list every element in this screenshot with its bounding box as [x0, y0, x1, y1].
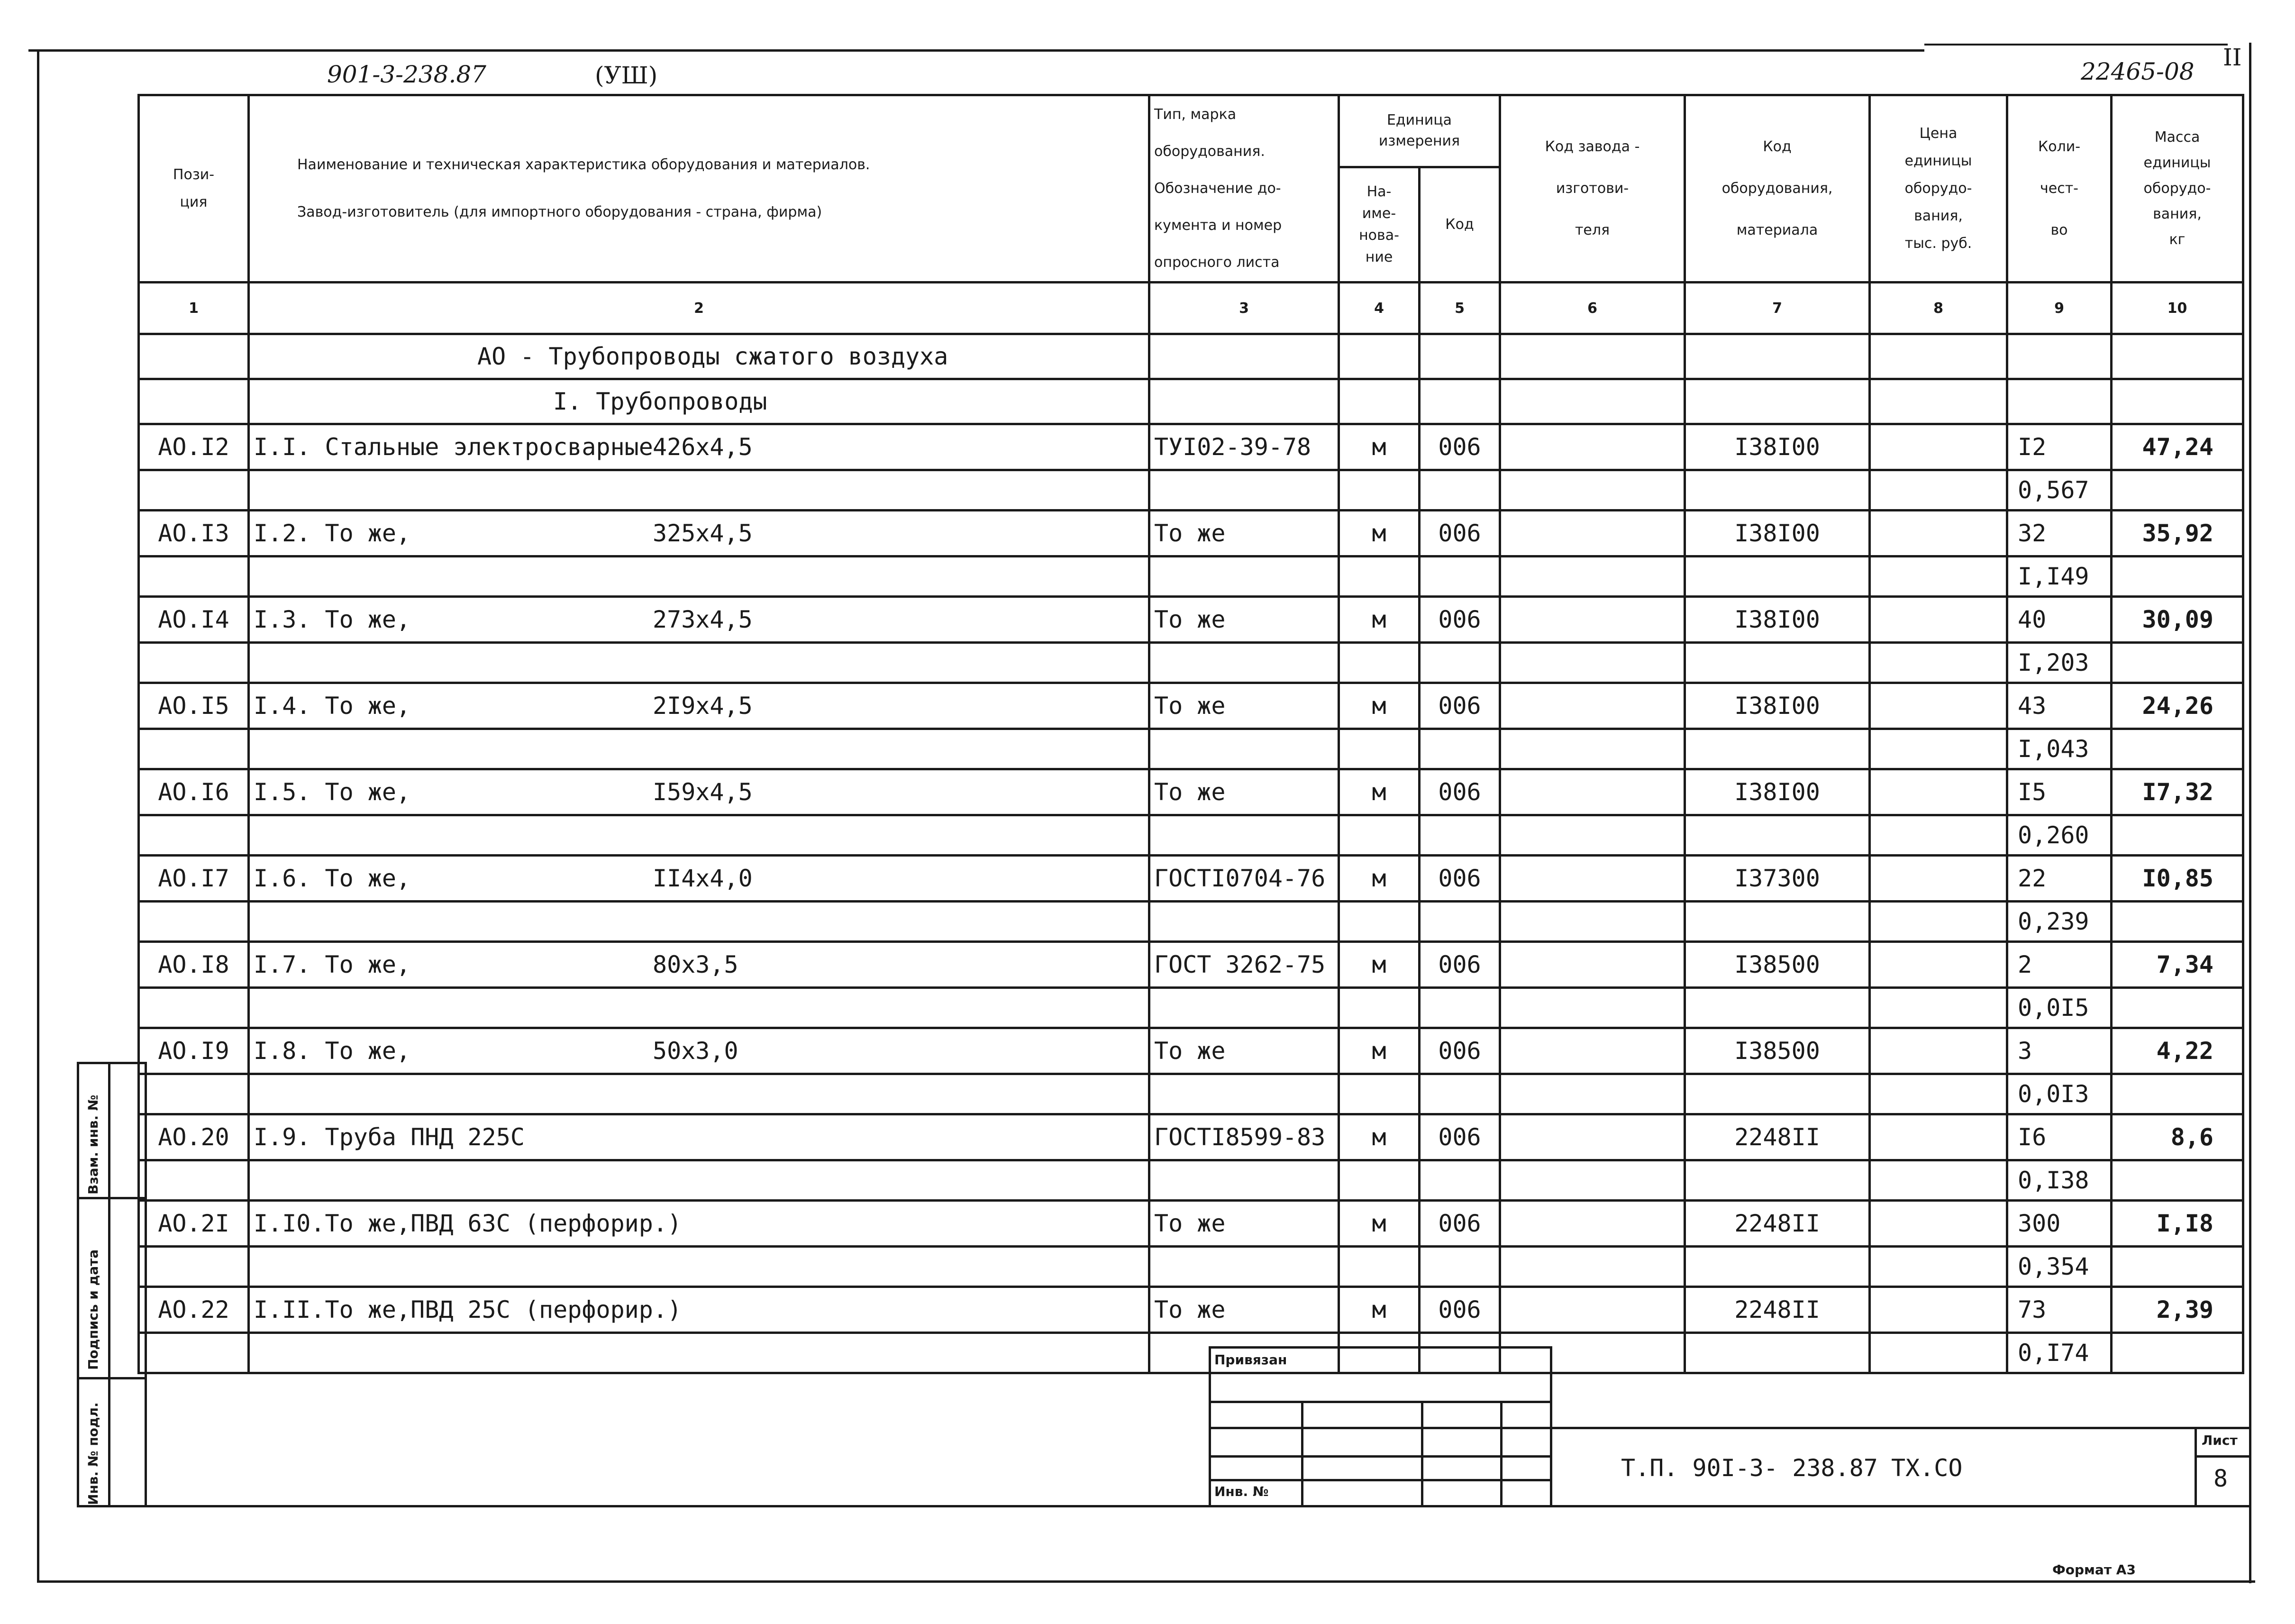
side-strip-divider: [108, 1062, 110, 1507]
header-factory-code: Код завода - изготови- теля: [1500, 95, 1685, 283]
table-row: [139, 1287, 2243, 1333]
item-name: I.II.То же,ПВД 25С (перфорир.): [254, 1296, 682, 1323]
name-cell: [249, 597, 1149, 643]
quantity-secondary-cell: 0,239: [2007, 902, 2112, 942]
quantity-cell: 2: [2007, 942, 2112, 988]
item-size: 325x4,5: [653, 520, 753, 547]
price-cell: [1870, 683, 2007, 729]
header-material-code: Код оборудования, материала: [1685, 95, 1870, 283]
price-cell: [1870, 424, 2007, 470]
item-size: I59x4,5: [653, 778, 753, 806]
item-size: 426x4,5: [653, 433, 753, 461]
quantity-secondary-cell: I,I49: [2007, 557, 2112, 597]
item-size: 273x4,5: [653, 606, 753, 633]
unit-code-cell: 006: [1420, 1114, 1500, 1160]
unit-cell: м: [1339, 1287, 1420, 1333]
item-name: I.4. То же,: [254, 692, 411, 720]
stamp-sheet-divider: [2195, 1455, 2249, 1458]
item-size: II4x4,0: [653, 865, 753, 892]
mass-cell: 47,24: [2112, 424, 2243, 470]
side-label-vzam: Взам. инв. №: [85, 1095, 101, 1195]
doc-cell: То же: [1149, 511, 1339, 557]
unit-cell: м: [1339, 1028, 1420, 1074]
frame-left: [37, 49, 39, 1580]
column-number: 9: [2007, 283, 2112, 334]
bottom-area-left: [145, 1327, 147, 1507]
subsection-title: I. Трубопроводы: [249, 379, 1149, 424]
column-number: 1: [139, 283, 249, 334]
name-cell: [249, 424, 1149, 470]
unit-cell: м: [1339, 597, 1420, 643]
item-name: I.I. Стальные электросварные: [254, 433, 653, 461]
specification-table: [137, 94, 2244, 1374]
stamp-inv-no: Инв. №: [1214, 1484, 1269, 1499]
doc-cell: ТУI02-39-78: [1149, 424, 1339, 470]
quantity-cell: 300: [2007, 1201, 2112, 1247]
mass-cell: 4,22: [2112, 1028, 2243, 1074]
quantity-secondary-cell: 0,567: [2007, 470, 2112, 511]
table-row: [139, 597, 2243, 643]
quantity-cell: 22: [2007, 856, 2112, 902]
table-row: [139, 424, 2243, 470]
doc-cell: То же: [1149, 1028, 1339, 1074]
item-name: I.3. То же,: [254, 606, 411, 633]
table-subrow: [139, 1074, 2243, 1114]
frame-top: [28, 49, 1924, 52]
side-strip-cut1: [77, 1197, 147, 1199]
mass-cell: 8,6: [2112, 1114, 2243, 1160]
item-name: I.6. То же,: [254, 865, 411, 892]
position-cell: АО.I9: [139, 1028, 249, 1074]
header-unit-group: Единица измерения: [1339, 95, 1500, 167]
item-name: I.9. Труба ПНД 225С: [254, 1123, 525, 1151]
header-unit-code: Код: [1420, 167, 1500, 282]
frame-top-right: [1924, 44, 2228, 46]
handwritten-doc-number: 901-3-238.87: [327, 61, 486, 88]
material-code-cell: I38500: [1685, 1028, 1870, 1074]
item-name: I.8. То же,: [254, 1037, 411, 1065]
unit-cell: м: [1339, 1114, 1420, 1160]
header-name-line1: Наименование и техническая характеристика оборудования и материалов.: [297, 156, 870, 173]
side-label-inv-podl: Инв. № подл.: [85, 1402, 101, 1505]
unit-cell: м: [1339, 1201, 1420, 1247]
quantity-cell: I6: [2007, 1114, 2112, 1160]
table-subrow: [139, 988, 2243, 1028]
table-subrow: [139, 1160, 2243, 1201]
price-cell: [1870, 511, 2007, 557]
doc-cell: То же: [1149, 1201, 1339, 1247]
price-cell: [1870, 1201, 2007, 1247]
material-code-cell: 2248II: [1685, 1201, 1870, 1247]
position-cell: АО.I6: [139, 769, 249, 815]
doc-cell: То же: [1149, 769, 1339, 815]
doc-cell: То же: [1149, 1287, 1339, 1333]
column-number-row: [139, 283, 2243, 334]
table-row: [139, 1114, 2243, 1160]
material-code-cell: 2248II: [1685, 1114, 1870, 1160]
position-cell: АО.I4: [139, 597, 249, 643]
material-code-cell: I38I00: [1685, 597, 1870, 643]
header-type: Тип, марка оборудования. Обозначение до- кумента и номер опросного листа: [1149, 95, 1339, 283]
column-number: 4: [1339, 283, 1420, 334]
table-row: [139, 856, 2243, 902]
item-name: I.5. То же,: [254, 778, 411, 806]
factory-code-cell: [1500, 1201, 1685, 1247]
column-number: 5: [1420, 283, 1500, 334]
factory-code-cell: [1500, 683, 1685, 729]
unit-code-cell: 006: [1420, 1287, 1500, 1333]
material-code-cell: I38I00: [1685, 424, 1870, 470]
factory-code-cell: [1500, 942, 1685, 988]
position-cell: АО.22: [139, 1287, 249, 1333]
header-quantity: Коли- чест- во: [2007, 95, 2112, 283]
quantity-secondary-cell: 0,0I3: [2007, 1074, 2112, 1114]
unit-code-cell: 006: [1420, 769, 1500, 815]
stamp-privyazan: Привязан: [1214, 1352, 1287, 1368]
price-cell: [1870, 1028, 2007, 1074]
header-mass: Масса единицы оборудо- вания, кг: [2112, 95, 2243, 283]
unit-cell: м: [1339, 511, 1420, 557]
quantity-cell: I2: [2007, 424, 2112, 470]
quantity-cell: 43: [2007, 683, 2112, 729]
mass-cell: I7,32: [2112, 769, 2243, 815]
quantity-cell: I5: [2007, 769, 2112, 815]
table-row: [139, 942, 2243, 988]
item-name: I.I0.То же,ПВД 63С (перфорир.): [254, 1210, 682, 1237]
quantity-secondary-cell: 0,I38: [2007, 1160, 2112, 1201]
quantity-secondary-cell: 0,0I5: [2007, 988, 2112, 1028]
position-cell: АО.20: [139, 1114, 249, 1160]
stamp-sheet-number: 8: [2213, 1465, 2228, 1492]
quantity-cell: 3: [2007, 1028, 2112, 1074]
doc-cell: ГОСТ 3262-75: [1149, 942, 1339, 988]
material-code-cell: I38I00: [1685, 769, 1870, 815]
name-cell: [249, 1201, 1149, 1247]
position-cell: АО.I3: [139, 511, 249, 557]
name-cell: [249, 1028, 1149, 1074]
quantity-cell: 40: [2007, 597, 2112, 643]
price-cell: [1870, 856, 2007, 902]
unit-code-cell: 006: [1420, 424, 1500, 470]
table-row: [139, 1201, 2243, 1247]
mass-cell: 30,09: [2112, 597, 2243, 643]
unit-code-cell: 006: [1420, 597, 1500, 643]
header-position: Пози- ция: [139, 95, 249, 283]
stamp-doc-code: ТХ.СО: [1891, 1454, 1963, 1482]
position-cell: АО.I2: [139, 424, 249, 470]
factory-code-cell: [1500, 1287, 1685, 1333]
mass-cell: 35,92: [2112, 511, 2243, 557]
material-code-cell: I38500: [1685, 942, 1870, 988]
factory-code-cell: [1500, 424, 1685, 470]
quantity-secondary-cell: I,043: [2007, 729, 2112, 769]
section-title: АО - Трубопроводы сжатого воздуха: [249, 334, 1149, 379]
factory-code-cell: [1500, 511, 1685, 557]
position-cell: АО.I5: [139, 683, 249, 729]
unit-cell: м: [1339, 683, 1420, 729]
stamp-vline: [1500, 1401, 1503, 1505]
unit-cell: м: [1339, 769, 1420, 815]
stamp-sheet-label: Лист: [2202, 1432, 2238, 1448]
quantity-secondary-cell: 0,I74: [2007, 1333, 2112, 1373]
position-cell: АО.2I: [139, 1201, 249, 1247]
page-roman-number: II: [2223, 44, 2242, 71]
code-label: (УШ): [595, 62, 658, 89]
position-cell: АО.I7: [139, 856, 249, 902]
item-name: I.7. То же,: [254, 951, 411, 978]
factory-code-cell: [1500, 769, 1685, 815]
price-cell: [1870, 1114, 2007, 1160]
quantity-cell: 32: [2007, 511, 2112, 557]
name-cell: [249, 856, 1149, 902]
stamp-vline: [1421, 1401, 1423, 1505]
price-cell: [1870, 769, 2007, 815]
stamp-format: Формат А3: [2052, 1562, 2136, 1578]
mass-cell: 24,26: [2112, 683, 2243, 729]
column-number: 3: [1149, 283, 1339, 334]
unit-code-cell: 006: [1420, 1201, 1500, 1247]
name-cell: [249, 942, 1149, 988]
item-size: 50x3,0: [653, 1037, 738, 1065]
quantity-secondary-cell: 0,260: [2007, 815, 2112, 856]
column-number: 10: [2112, 283, 2243, 334]
table-row: [139, 511, 2243, 557]
table-row: [139, 683, 2243, 729]
header-price: Цена единицы оборудо- вания, тыс. руб.: [1870, 95, 2007, 283]
unit-code-cell: 006: [1420, 511, 1500, 557]
doc-cell: ГОСТI0704-76: [1149, 856, 1339, 902]
item-size: 2I9x4,5: [653, 692, 753, 720]
header-name: [249, 95, 1149, 283]
item-size: 80x3,5: [653, 951, 738, 978]
price-cell: [1870, 1287, 2007, 1333]
column-number: 2: [249, 283, 1149, 334]
table-subrow: [139, 470, 2243, 511]
item-name: I.2. То же,: [254, 520, 411, 547]
unit-code-cell: 006: [1420, 683, 1500, 729]
factory-code-cell: [1500, 1028, 1685, 1074]
price-cell: [1870, 942, 2007, 988]
name-cell: [249, 1287, 1149, 1333]
material-code-cell: I37300: [1685, 856, 1870, 902]
table-subrow: [139, 557, 2243, 597]
factory-code-cell: [1500, 1114, 1685, 1160]
unit-cell: м: [1339, 424, 1420, 470]
name-cell: [249, 769, 1149, 815]
side-strip-cut2: [77, 1377, 147, 1379]
quantity-cell: 73: [2007, 1287, 2112, 1333]
doc-cell: То же: [1149, 683, 1339, 729]
table-row: [139, 769, 2243, 815]
price-cell: [1870, 597, 2007, 643]
position-cell: АО.I8: [139, 942, 249, 988]
table-subrow: [139, 815, 2243, 856]
table-subrow: [139, 1333, 2243, 1373]
table-subrow: [139, 902, 2243, 942]
table-subrow: [139, 1247, 2243, 1287]
bottom-area-bottom: [145, 1505, 2249, 1507]
stamp-project: Т.П. 90I-3- 238.87: [1621, 1454, 1878, 1482]
frame-right: [2249, 43, 2251, 1583]
table-subrow: [139, 643, 2243, 683]
subsection-title-row: [139, 379, 2243, 424]
unit-code-cell: 006: [1420, 942, 1500, 988]
side-label-podpis: Подпись и дата: [85, 1249, 101, 1370]
name-cell: [249, 511, 1149, 557]
table-row: [139, 1028, 2243, 1074]
doc-cell: То же: [1149, 597, 1339, 643]
mass-cell: 7,34: [2112, 942, 2243, 988]
quantity-secondary-cell: I,203: [2007, 643, 2112, 683]
handwritten-inventory-number: 22465-08: [2081, 58, 2195, 85]
unit-code-cell: 006: [1420, 856, 1500, 902]
stamp-title-top: [1552, 1427, 2249, 1429]
quantity-secondary-cell: 0,354: [2007, 1247, 2112, 1287]
table-subrow: [139, 729, 2243, 769]
section-title-row: [139, 334, 2243, 379]
factory-code-cell: [1500, 856, 1685, 902]
header-name-line2: Завод-изготовитель (для импортного оборудования - страна, фирма): [297, 204, 822, 220]
column-number: 8: [1870, 283, 2007, 334]
doc-cell: ГОСТI8599-83: [1149, 1114, 1339, 1160]
name-cell: [249, 683, 1149, 729]
mass-cell: 2,39: [2112, 1287, 2243, 1333]
column-number: 7: [1685, 283, 1870, 334]
material-code-cell: I38I00: [1685, 683, 1870, 729]
mass-cell: I,I8: [2112, 1201, 2243, 1247]
unit-cell: м: [1339, 856, 1420, 902]
factory-code-cell: [1500, 597, 1685, 643]
column-number: 6: [1500, 283, 1685, 334]
unit-cell: м: [1339, 942, 1420, 988]
frame-bottom: [37, 1580, 2255, 1583]
name-cell: [249, 1114, 1149, 1160]
header-unit-name: На- име- нова- ние: [1339, 167, 1420, 282]
unit-code-cell: 006: [1420, 1028, 1500, 1074]
material-code-cell: I38I00: [1685, 511, 1870, 557]
material-code-cell: 2248II: [1685, 1287, 1870, 1333]
stamp-vline: [1301, 1401, 1303, 1505]
mass-cell: I0,85: [2112, 856, 2243, 902]
